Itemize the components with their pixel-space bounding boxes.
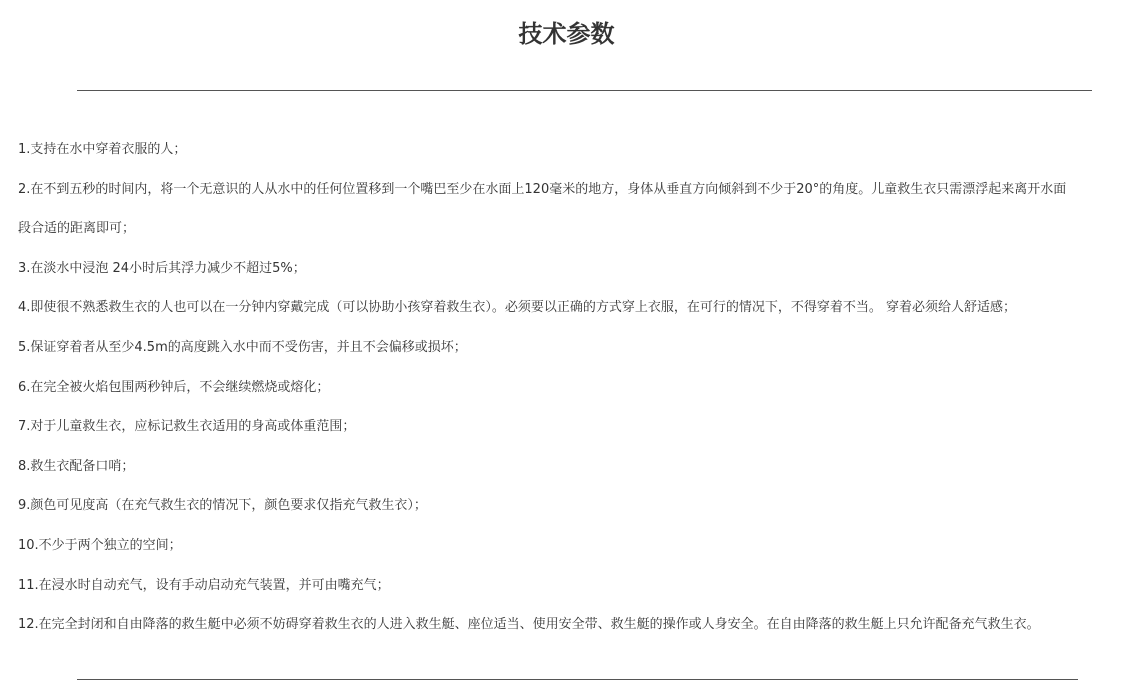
spec-item: 5.保证穿着者从至少4.5m的高度跳入水中而不受伤害，并且不会偏移或损坏； (18, 339, 467, 355)
spec-item: 3.在淡水中浸泡 24小时后其浮力减少不超过5%； (18, 260, 306, 276)
spec-item: 12.在完全封闭和自由降落的救生艇中必须不妨碍穿着救生衣的人进入救生艇、座位适当、使用安全带、救生艇的操作或人身安全。在自由降落的救生艇上只允许配备充气救生衣。 (18, 617, 1040, 633)
spec-item: 10.不少于两个独立的空间； (18, 537, 182, 553)
spec-list (18, 140, 1133, 655)
spec-item: 4.即使很不熟悉救生衣的人也可以在一分钟内穿戴完成（可以协助小孩穿着救生衣）。必须要以正确的方式穿上衣服，在可行的情况下，不得穿着不当。 穿着必须给人舒适感； (18, 300, 1017, 316)
page-title: 技术参数 (518, 20, 615, 48)
spec-item-continuation: 段合适的距离即可； (18, 221, 136, 237)
spec-item: 7.对于儿童救生衣，应标记救生衣适用的身高或体重范围； (18, 419, 356, 435)
spec-item: 2.在不到五秒的时间内，将一个无意识的人从水中的任何位置移到一个嘴巴至少在水面上120毫米的地方，身体从垂直方向倾斜到不少于20°的角度。儿童救生衣只需漂浮起来离开水面 (18, 181, 1067, 197)
bottom-divider (77, 679, 1078, 680)
spec-item: 9.颜色可见度高（在充气救生衣的情况下，颜色要求仅指充气救生衣）； (18, 498, 427, 514)
spec-item: 8.救生衣配备口哨； (18, 458, 135, 474)
spec-item: 11.在浸水时自动充气，设有手动启动充气装置，并可由嘴充气； (18, 577, 390, 593)
spec-item: 1.支持在水中穿着衣服的人； (18, 142, 187, 157)
top-divider (77, 90, 1092, 91)
spec-item: 6.在完全被火焰包围两秒钟后，不会继续燃烧或熔化； (18, 379, 330, 395)
